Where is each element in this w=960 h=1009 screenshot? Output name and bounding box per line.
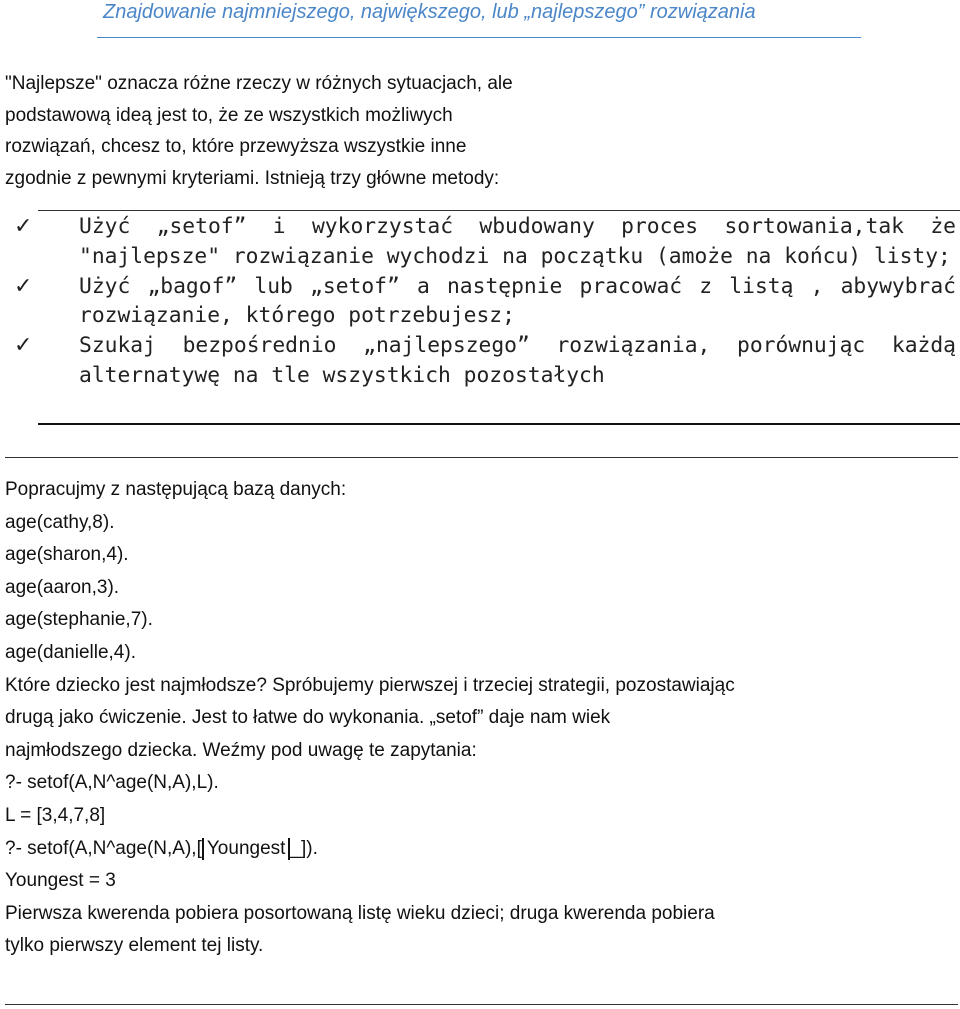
methods-box-top-rule <box>38 210 960 211</box>
closing-line: Pierwsza kwerenda pobiera posortowaną listę wieku dzieci; druga kwerenda pobiera <box>5 902 715 924</box>
checkmark-icon: ✓ <box>14 273 33 299</box>
method-text: Użyć „setof” i wykorzystać wbudowany proces sortowania,tak że "najlepsze" rozwiązanie wychodzi na początku (amoże na końcu) listy; <box>79 214 956 269</box>
database-heading: Popracujmy z następującą bazą danych: <box>5 479 347 500</box>
fact-line: age(cathy,8). <box>5 511 115 533</box>
youngest-variable: Youngest <box>202 838 291 860</box>
fact-line: age(aaron,3). <box>5 576 120 598</box>
discussion-line: Które dziecko jest najmłodsze? Spróbujemy pierwszej i trzeciej strategii, pozostawiając <box>5 674 735 696</box>
fact-line: age(stephanie,7). <box>5 609 153 631</box>
closing-line: tylko pierwszy element tej listy. <box>5 935 264 957</box>
intro-paragraph <box>5 68 605 194</box>
methods-box-bottom-rule <box>38 423 960 425</box>
method-item <box>0 272 960 332</box>
method-item <box>0 331 960 391</box>
query-prefix: ?- setof(A,N^age(N,A),[ <box>5 837 202 859</box>
query-suffix: _]). <box>290 837 318 859</box>
intro-line: zgodnie z pewnymi kryteriami. Istnieją trzy główne metody: <box>5 167 500 189</box>
intro-line: rozwiązań, chcesz to, które przewyższa wszystkie inne <box>5 136 467 157</box>
checkmark-icon: ✓ <box>14 214 33 239</box>
database-section <box>5 474 945 963</box>
title-underline <box>97 37 861 38</box>
query-line: ?- setof(A,N^age(N,A),L). <box>5 772 219 794</box>
fact-line: age(danielle,4). <box>5 641 136 663</box>
fact-line: age(sharon,4). <box>5 544 129 566</box>
method-text: Szukaj bezpośrednio „najlepszego” rozwiązania, porównując każdą alternatywę na tle wszystkich pozostałych <box>79 333 956 388</box>
bottom-divider <box>5 1004 958 1005</box>
result-line: Youngest = 3 <box>5 870 116 892</box>
page-title: Znajdowanie najmniejszego, największego, lub „najlepszego” rozwiązania <box>103 1 756 23</box>
result-line: L = [3,4,7,8] <box>5 804 106 826</box>
methods-list <box>0 212 960 391</box>
intro-line: podstawową ideą jest to, że ze wszystkich możliwych <box>5 104 453 126</box>
checkmark-icon: ✓ <box>14 333 33 359</box>
intro-line: "Najlepsze" oznacza różne rzeczy w różnych sytuacjach, ale <box>5 73 513 94</box>
query-line <box>5 833 945 866</box>
discussion-line: drugą jako ćwiczenie. Jest to łatwe do wykonania. „setof” daje nam wiek <box>5 707 611 729</box>
method-item <box>0 212 960 272</box>
method-text: Użyć „bagof” lub „setof” a następnie pracować z listą , abywybrać rozwiązanie, którego potrzebujesz; <box>79 273 956 329</box>
section-divider <box>5 457 958 458</box>
discussion-line: najmłodszego dziecka. Weźmy pod uwagę te zapytania: <box>5 739 477 761</box>
